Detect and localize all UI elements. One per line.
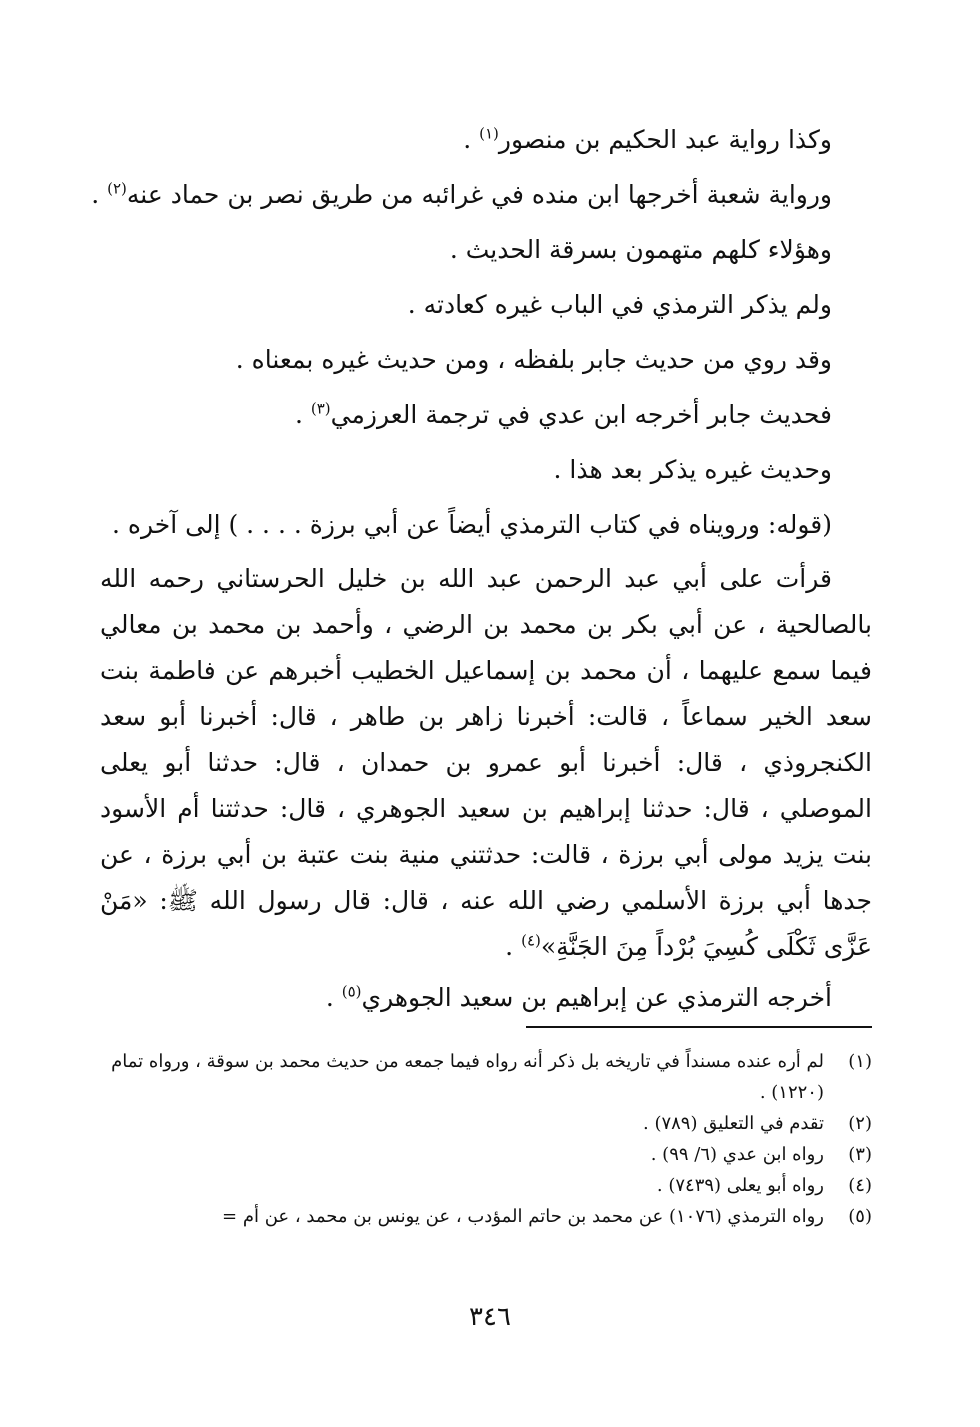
footnote-text: تقدم في التعليق (٧٨٩) . <box>643 1113 824 1134</box>
line-text: فحديث جابر أخرجه ابن عدي في ترجمة العرزمي <box>330 400 832 429</box>
line-text: وكذا رواية عبد الحكيم بن منصور <box>498 125 832 154</box>
line-end: . <box>463 125 480 154</box>
footnote-number: (٤) <box>848 1175 872 1196</box>
line-end: . <box>294 400 311 429</box>
closing-end: . <box>325 983 342 1012</box>
line-text: وقد روي من حديث جابر بلفظه ، ومن حديث غيره بمعناه . <box>235 345 832 374</box>
footnote-item <box>100 1108 872 1139</box>
closing-line <box>100 970 872 1025</box>
footnote-number: (٢) <box>848 1113 872 1134</box>
line-text: وحديث غيره يذكر بعد هذا . <box>553 455 832 484</box>
paragraph-end: . <box>505 932 522 961</box>
footnote-separator <box>526 1026 872 1028</box>
footnotes-list <box>100 1046 872 1232</box>
footnote-ref: (٣) <box>310 399 331 418</box>
line-end: . <box>91 180 108 209</box>
line-text: وهؤلاء كلهم متهمون بسرقة الحديث . <box>449 235 832 264</box>
isnad-paragraph <box>100 552 872 970</box>
footnote-text: رواه الترمذي (١٠٧٦) عن محمد بن حاتم المؤدب ، عن يونس بن محمد ، عن أم = <box>222 1206 824 1227</box>
footnote-text: رواه أبو يعلى (٧٤٣٩) . <box>656 1175 824 1196</box>
footnote-item <box>100 1139 872 1170</box>
footnote-ref: (٥) <box>341 982 362 1001</box>
footnote-item <box>100 1201 872 1232</box>
footnote-item <box>100 1046 872 1108</box>
text-line-7 <box>100 442 872 497</box>
page-number: ٣٤٦ <box>469 1302 511 1332</box>
text-line-6 <box>100 387 872 442</box>
footnote-text: لم أره عنده مسنداً في تاريخه بل ذكر أنه رواه فيما جمعه من حديث محمد بن سوقة ، ورواه تمام (١٢٢٠) . <box>111 1051 824 1103</box>
text-line-1 <box>100 112 872 167</box>
text-line-3 <box>100 222 872 277</box>
text-line-4 <box>100 277 872 332</box>
footnote-ref: (٢) <box>107 179 127 198</box>
line-text: (قوله: ورويناه في كتاب الترمذي أيضاً عن أبي برزة . . . . ) إلى آخره . <box>111 510 832 539</box>
main-text <box>91 112 872 1025</box>
footnote-ref: (٤) <box>521 931 541 950</box>
footnote-item <box>100 1170 872 1201</box>
footnote-number: (١) <box>848 1051 872 1072</box>
closing-text: أخرجه الترمذي عن إبراهيم بن سعيد الجوهري <box>361 983 832 1012</box>
text-line-5 <box>100 332 872 387</box>
footnote-number: (٣) <box>848 1144 872 1165</box>
footnote-number: (٥) <box>848 1206 872 1227</box>
text-line-2 <box>91 167 872 222</box>
footnote-ref: (١) <box>479 124 499 143</box>
paragraph-text: قرأت على أبي عبد الرحمن عبد الله بن خليل الحرستاني رحمه الله بالصالحية ، عن أبي بكر بن محمد بن الرضي ، وأحمد بن محمد بن معالي فيما سمع عليهما ، أن محمد بن إسماعيل الخطيب أخبرهم عن فاطمة بنت سعد الخير سماعاً ، قالت: أخبرنا زاهر بن طاهر ، قال: أخبرنا أبو سعد الكنجروذي ، قال: أخبرنا أبو عمرو بن حمدان ، قال: حدثنا أبو يعلى الموصلي ، قال: حدثنا إبراهيم بن سعيد الجوهري ، قال: حدثتنا أم الأسود بنت يزيد مولى أبي برزة ، قالت: حدثتني منية بنت عتبة بن أبي برزة ، عن جدها أبي برزة الأسلمي رضي الله عنه ، قال: قال رسول الله ﷺ: «مَنْ عَزَّى ثَكْلَى كُسِيَ بُرْداً مِنَ الجَنَّةِ» <box>100 564 872 961</box>
line-text: ورواية شعبة أخرجها ابن منده في غرائبه من طريق نصر بن حماد عنه <box>126 180 832 209</box>
line-text: ولم يذكر الترمذي في الباب غيره كعادته . <box>407 290 832 319</box>
text-line-8 <box>100 497 872 552</box>
footnote-text: رواه ابن عدي (٦/ ٩٩) . <box>650 1144 824 1165</box>
